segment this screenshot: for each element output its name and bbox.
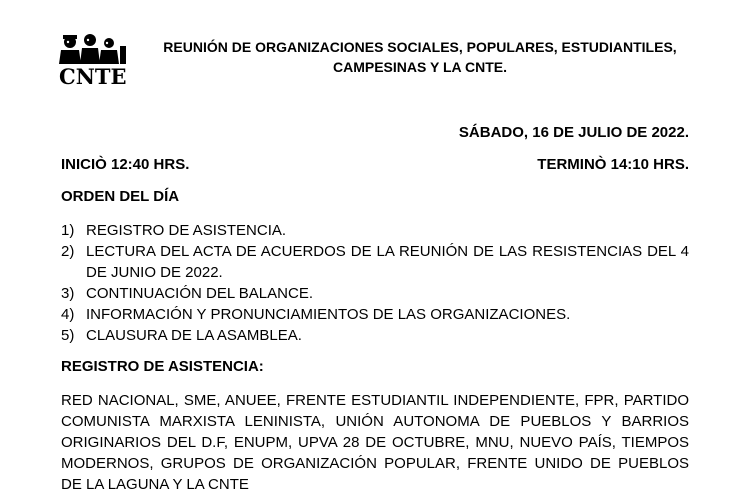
agenda-item-text: REGISTRO DE ASISTENCIA.	[86, 222, 287, 239]
agenda-item	[61, 283, 689, 304]
attendance-paragraph: RED NACIONAL, SME, ANUEE, FRENTE ESTUDIANTIL INDEPENDIENTE, FPR, PARTIDO COMUNISTA MARXISTA LENINISTA, UNIÓN AUTONOMA DE PUEBLOS Y BARRIOS ORIGINARIOS DEL D.F, ENUPM, UPVA 28 DE OCTUBRE, MNU, NUEVO PAÍS, TIEMPOS MODERNOS, GRUPOS DE ORGANIZACIÓN POPULAR, FRENTE UNIDO DE PUEBLOS DE LA LAGUNA Y LA CNTE	[61, 392, 689, 493]
agenda-item-text: CLAUSURA DE LA ASAMBLEA.	[86, 327, 302, 344]
agenda-item-number: 4)	[61, 306, 75, 323]
cnte-logo	[57, 30, 133, 90]
agenda-item-text: LECTURA DEL ACTA DE ACUERDOS DE LA REUNIÓN DE LAS RESISTENCIAS DEL 4 DE JUNIO DE 2022.	[86, 243, 689, 281]
agenda-list	[61, 220, 689, 346]
agenda-item	[61, 325, 689, 346]
agenda-item	[61, 220, 689, 241]
agenda-item	[61, 241, 689, 283]
agenda-item-text: CONTINUACIÓN DEL BALANCE.	[86, 285, 313, 302]
agenda-item-number: 5)	[61, 327, 75, 344]
start-time: INICIÒ 12:40 HRS.	[61, 156, 190, 173]
agenda-item-number: 1)	[61, 222, 75, 239]
agenda-item-number: 2)	[61, 243, 75, 260]
meeting-times	[61, 156, 689, 173]
document-title-line1: REUNIÓN DE ORGANIZACIONES SOCIALES, POPULARES, ESTUDIANTILES,	[163, 39, 677, 55]
agenda-item-text: INFORMACIÓN Y PRONUNCIAMIENTOS DE LAS ORGANIZACIONES.	[86, 306, 571, 323]
logo-text: CNTE	[59, 64, 127, 89]
agenda-heading: ORDEN DEL DÍA	[61, 188, 180, 205]
agenda-item-number: 3)	[61, 285, 75, 302]
end-time: TERMINÒ 14:10 HRS.	[537, 156, 689, 173]
agenda-item	[61, 304, 689, 325]
document-title-line2: CAMPESINAS Y LA CNTE.	[333, 59, 507, 75]
attendance-heading: REGISTRO DE ASISTENCIA:	[61, 358, 264, 375]
meeting-date: SÁBADO, 16 DE JULIO DE 2022.	[458, 124, 689, 141]
